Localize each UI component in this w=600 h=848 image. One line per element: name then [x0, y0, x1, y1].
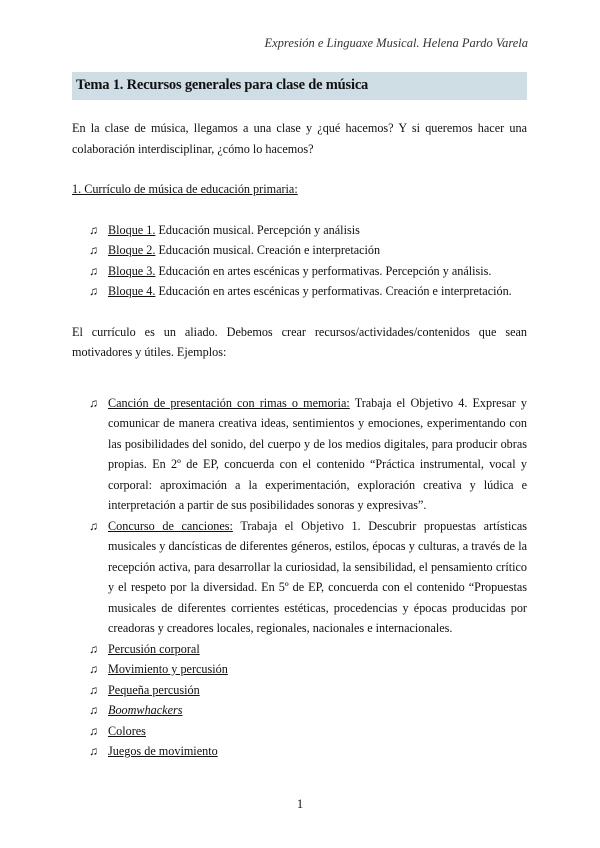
- block-label: Bloque 4.: [108, 284, 156, 298]
- block-text: Educación musical. Percepción y análisis: [155, 222, 360, 237]
- section-heading: [72, 179, 527, 200]
- page-title: Tema 1. Recursos generales para clase de música: [76, 77, 369, 93]
- example-label: Colores: [108, 723, 146, 738]
- topic-title-bar: [72, 72, 527, 100]
- music-note-icon: ♫: [89, 703, 98, 717]
- page-number: 1: [296, 797, 304, 811]
- music-note-icon: ♫: [89, 518, 98, 533]
- music-note-icon: ♫: [89, 723, 98, 738]
- section-heading-text: 1. Currículo de música de educación primaria:: [72, 182, 298, 196]
- curriculum-paragraph: El currículo es un aliado. Debemos crear recursos/actividades/contenidos que sean motivadores y útiles. Ejemplos:: [72, 324, 527, 359]
- list-item: [72, 639, 527, 660]
- list-item: [72, 261, 527, 282]
- list-item: [72, 393, 527, 516]
- music-note-icon: ♫: [89, 641, 98, 656]
- music-note-icon: ♫: [89, 744, 98, 758]
- block-label: Bloque 2.: [108, 243, 156, 257]
- list-item: [72, 741, 527, 762]
- examples-list: [72, 393, 527, 762]
- example-label: Percusión corporal: [108, 641, 200, 656]
- example-label: Concurso de canciones:: [108, 518, 233, 533]
- block-text: Educación en artes escénicas y performativas. Creación e interpretación.: [155, 284, 512, 298]
- list-item: [72, 680, 527, 701]
- list-item: [72, 516, 527, 639]
- music-note-icon: ♫: [89, 395, 98, 410]
- music-note-icon: ♫: [89, 222, 98, 237]
- curriculum-list: [72, 220, 527, 302]
- example-label: Canción de presentación con rimas o memoria:: [108, 395, 350, 410]
- example-text: Trabaja el Objetivo 1. Descubrir propuestas artísticas musicales y dancísticas de diferentes géneros, estilos, épocas y culturas, a través de la recepción activa, para desarrollar la curiosidad, la sensibilidad, el pensamiento crítico y el respeto por la diversidad. En 5º de EP, concuerda con el contenido “Propuestas musicales de diferentes corrientes estéticas, procedencias y épocas producidas por creadoras y creadores locales, regionales, nacionales e internacionales.: [108, 518, 527, 635]
- music-note-icon: ♫: [89, 284, 98, 298]
- list-item: [72, 220, 527, 241]
- example-label: Juegos de movimiento: [108, 744, 218, 758]
- page-header: Expresión e Linguaxe Musical. Helena Pardo Varela: [264, 36, 528, 50]
- music-note-icon: ♫: [89, 662, 98, 676]
- intro-paragraph: En la clase de música, llegamos a una clase y ¿qué hacemos? Y si queremos hacer una colaboración interdisciplinar, ¿cómo lo hacemos?: [72, 121, 527, 156]
- music-note-icon: ♫: [89, 682, 98, 697]
- block-text: Educación en artes escénicas y performativas. Percepción y análisis.: [155, 263, 492, 278]
- example-label: Movimiento y percusión: [108, 662, 228, 676]
- block-text: Educación musical. Creación e interpretación: [155, 243, 381, 257]
- list-item: [72, 721, 527, 742]
- example-text: Trabaja el Objetivo 4. Expresar y comunicar de manera creativa ideas, sentimientos y emociones, experimentando con las posibilidades del sonido, del cuerpo y de los medios digitales, para producir obras propias. En 2º de EP, concuerda con el contenido “Práctica instrumental, vocal y corporal: aproximación a la experimentación, exploración creativa y lúdica e interpretación a partir de sus posibilidades sonoras y expresivas”.: [108, 395, 527, 512]
- list-item: [72, 659, 527, 680]
- document-body: [72, 118, 527, 762]
- example-label: Boomwhackers: [108, 703, 183, 717]
- list-item: [72, 281, 527, 302]
- block-label: Bloque 3.: [108, 263, 156, 278]
- music-note-icon: ♫: [89, 263, 98, 278]
- list-item: [72, 240, 527, 261]
- list-item: [72, 700, 527, 721]
- block-label: Bloque 1.: [108, 222, 156, 237]
- example-label: Pequeña percusión: [108, 682, 200, 697]
- music-note-icon: ♫: [89, 243, 98, 257]
